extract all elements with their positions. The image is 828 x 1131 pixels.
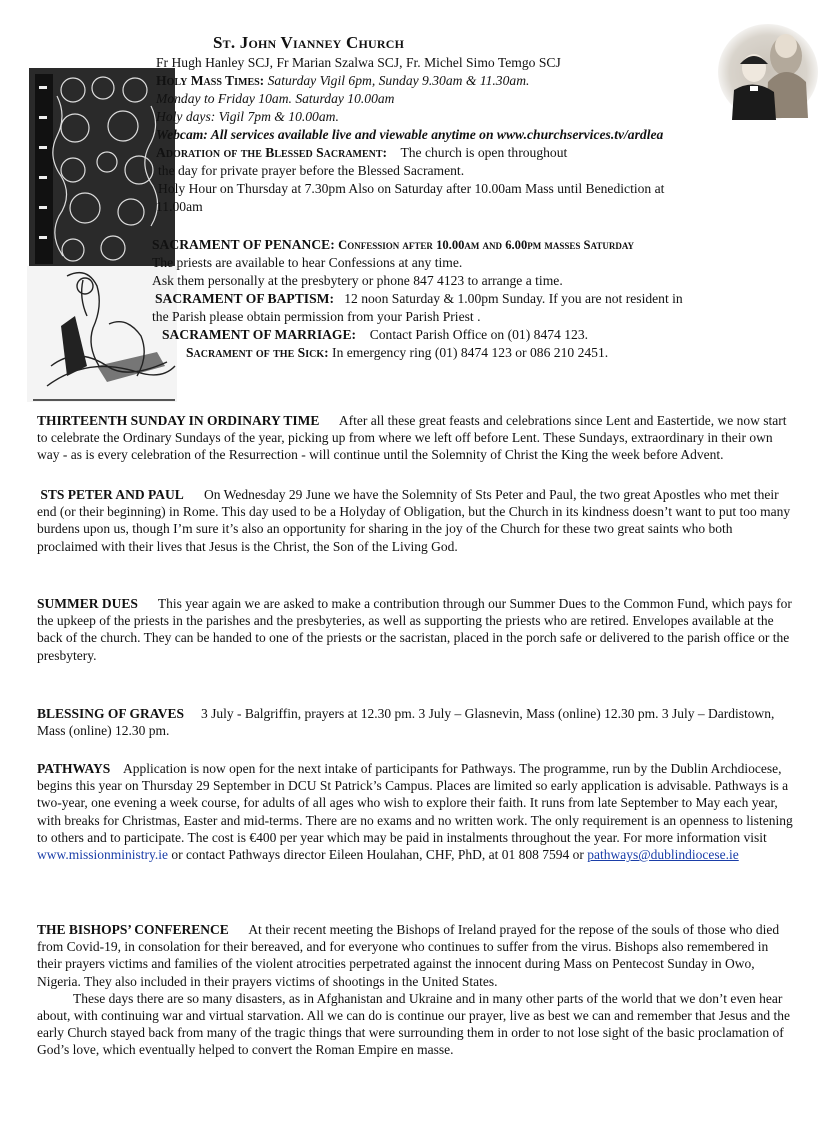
penance-line: SACRAMENT OF PENANCE: Confession after 10.00am and 6.00pm masses Saturday — [152, 237, 635, 252]
webcam-line: Webcam: All services available live and viewable anytime on www.churchservices.tv/ardlea — [156, 127, 664, 142]
holy-hour-line-2: 11.00am — [156, 199, 203, 214]
section-heading: SUMMER DUES — [37, 596, 138, 611]
weekday-times: Monday to Friday 10am. Saturday 10.00am — [156, 91, 395, 106]
section-heading: PATHWAYS — [37, 761, 111, 776]
pathways-email-link[interactable]: pathways@dublindiocese.ie — [587, 847, 739, 863]
sick-line: Sacrament of the Sick: In emergency ring (01) 8474 123 or 086 210 2451. — [186, 345, 609, 360]
priests-line: Fr Hugh Hanley SCJ, Fr Marian Szalwa SCJ, Fr. Michel Simo Temgo SCJ — [156, 55, 561, 70]
section-heading: STS PETER AND PAUL — [40, 487, 184, 502]
section-heading: BLESSING OF GRAVES — [37, 706, 185, 721]
church-title: St. John Vianney Church — [213, 33, 405, 52]
baptism-line: SACRAMENT OF BAPTISM: 12 noon Saturday & 1.00pm Sunday. If you are not resident in — [155, 291, 683, 306]
saints-portrait — [716, 22, 820, 122]
holy-hour-line: Holy Hour on Thursday at 7.30pm Also on Saturday after 10.00am Mass until Benediction at — [158, 181, 665, 196]
marriage-line: SACRAMENT OF MARRIAGE: Contact Parish Office on (01) 8474 123. — [162, 327, 589, 342]
section-ordinary-time: THIRTEENTH SUNDAY IN ORDINARY TIME After all these great feasts and celebrations since Lent and Eastertide, we now start to celebrate the Ordinary Sundays of the year, picking up from where we left off before Lent. These Sundays, extraordinary in their own way - as is every celebration of the Resurrection - will continue until the Solemnity of Christ the King the week before Advent. — [37, 413, 787, 463]
section-blessing-graves: BLESSING OF GRAVES 3 July - Balgriffin, prayers at 12.30 pm. 3 July – Glasnevin, Mass (online) 12.30 pm. 3 July – Dardistown, Mass (online) 12.30 pm. — [37, 706, 775, 739]
adoration-line-2: the day for private prayer before the Blessed Sacrament. — [158, 163, 465, 178]
holy-days: Holy days: Vigil 7pm & 10.00am. — [156, 109, 339, 124]
section-pathways: PATHWAYS Application is now open for the next intake of participants for Pathways. The programme, run by the Dublin Archdiocese, begins this year on Thursday 29 September in DCU St Patrick’s Campus. Places are limited so early application is advisable. Pathways is a two-year, one evening a week course, for adults of all ages who wish to explore their faith. It runs from late September to May each year, with breaks for Christmas, Easter and mid-terms. There are no exams and no written work. The only requirement is an openness to listening to others and to participate. The cost is €400 per year which may be paid in instalments throughout the year. For more information visit www.missionministry.ie or contact Pathways director Eileen Houlahan, CHF, PhD, at 01 808 7594 or pathways@dublindiocese.ie — [37, 761, 793, 863]
section-summer-dues: SUMMER DUES This year again we are asked to make a contribution through our Summer Dues to the Common Fund, which pays for the upkeep of the priests in the parishes and the presbyteries, as well as supporting the priests who are retired. Envelopes available at the back of the church. They can be handed to one of the priests or the sacristan, placed in the porch safe or delivered to the parish office or the presbytery. — [37, 596, 792, 663]
section-peter-paul: STS PETER AND PAUL On Wednesday 29 June we have the Solemnity of Sts Peter and Paul, the two great Apostles who met their end (or their beginning) in Rome. This day used to be a Holyday of Obligation, but the Church in its kindness doesn’t want to put too many burdens upon us, though I’m sure it’s also an opportunity for sharing in the joy of the Church for these two great saints who both proclaimed with their lives that Jesus is the Christ, the Son of the Living God. — [37, 487, 791, 554]
bishops-paragraph-2: These days there are so many disasters, as in Afghanistan and Ukraine and in many other parts of the world that we don’t even hear about, with continuing war and virtual starvation. All we can do is continue our prayer, live as best we can and remember that Jesus and the early Church stayed back from many of the tragic things that were surrounding them in order to not lose sight of the basic proclamation of God’s love, which eventually helped to convert the Roman Empire en masse. — [37, 990, 790, 1058]
penance-line-2: The priests are available to hear Confessions at any time. — [152, 255, 463, 270]
penance-line-3: Ask them personally at the presbytery or phone 847 4123 to arrange a time. — [152, 273, 563, 288]
mass-times-line: Holy Mass Times: Saturday Vigil 6pm, Sunday 9.30am & 11.30am. — [156, 73, 530, 88]
baptism-line-2: the Parish please obtain permission from your Parish Priest . — [152, 309, 481, 324]
mission-ministry-link[interactable]: www.missionministry.ie — [37, 847, 168, 863]
adoration-line: Adoration of the Blessed Sacrament: The church is open throughout — [156, 145, 568, 160]
section-heading: THIRTEENTH SUNDAY IN ORDINARY TIME — [37, 413, 320, 428]
woodcut-illustration — [27, 66, 177, 402]
section-bishops-conference: THE BISHOPS’ CONFERENCE At their recent meeting the Bishops of Ireland prayed for the repose of the souls of those who died from Covid-19, in consolation for their bereaved, and for everyone who continues to suffer from the virus. Bishops also remembered in their prayers victims and families of the violent atrocities perpetrated against the innocent during Mass on Pentecost Sunday in Owo, Nigeria. They also included in their prayers victims of shootings in the United States. These days there are so many disasters, as in Afghanistan and Ukraine and in many other parts of the world that we don’t even hear about, with continuing war and virtual starvation. All we can do is continue our prayer, live as best we can and remember that Jesus and the early Church stayed back from many of the tragic things that were surrounding them in order to not lose sight of the basic proclamation of God’s love, which eventually helped to convert the Roman Empire en masse. — [37, 921, 795, 1059]
section-heading: THE BISHOPS’ CONFERENCE — [37, 922, 229, 937]
